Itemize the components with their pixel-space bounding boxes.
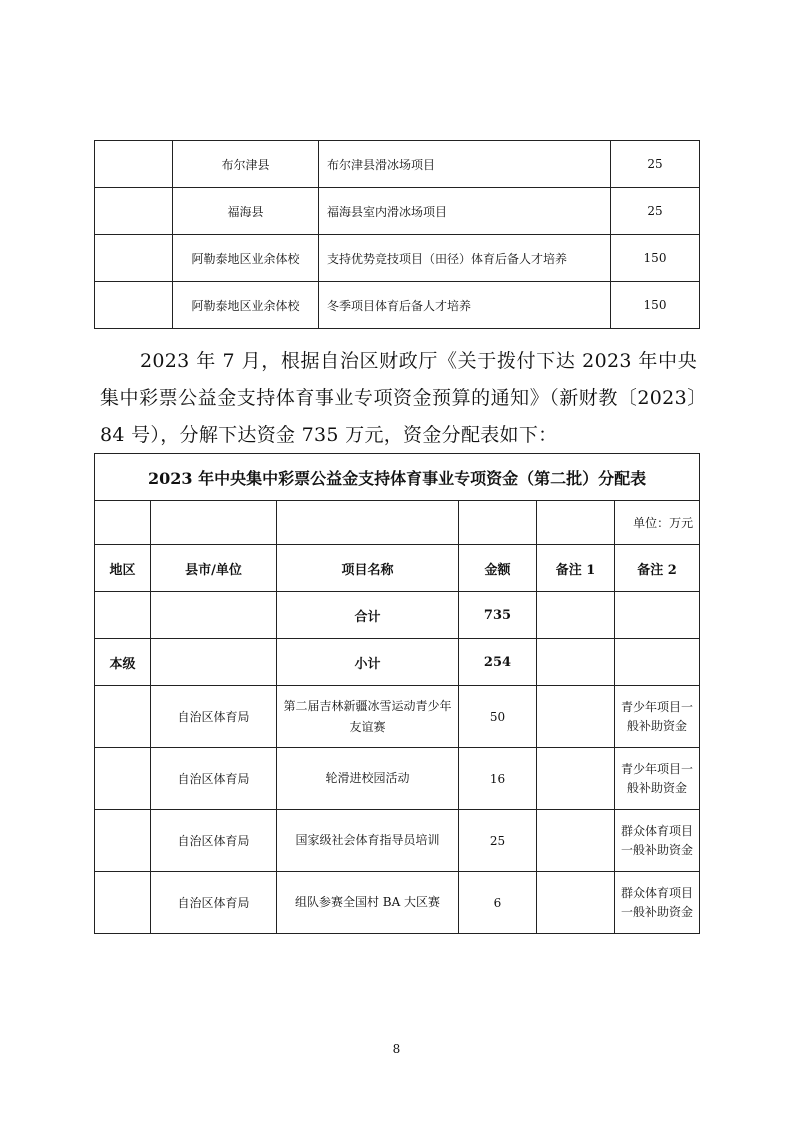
allocation-table-continued: [94, 140, 700, 329]
county-cell: 自治区体育局: [151, 872, 277, 934]
empty-cell: [615, 639, 700, 686]
empty-cell: [95, 592, 151, 639]
empty-cell: [537, 639, 615, 686]
amount-cell: 6: [459, 872, 537, 934]
subtotal-label: 小计: [277, 639, 459, 686]
project-cell: 轮滑进校园活动: [277, 748, 459, 810]
table-row: [95, 686, 700, 748]
table-row: [95, 282, 700, 329]
region-cell: [95, 141, 173, 188]
table-row: [95, 235, 700, 282]
table-row: [95, 141, 700, 188]
project-cell: 第二届吉林新疆冰雪运动青少年友谊赛: [277, 686, 459, 748]
empty-cell: [151, 639, 277, 686]
table-row: [95, 872, 700, 934]
project-cell: 布尔津县滑冰场项目: [319, 141, 611, 188]
total-label: 合计: [277, 592, 459, 639]
total-row: [95, 592, 700, 639]
note2-cell: 群众体育项目一般补助资金: [615, 810, 700, 872]
region-cell: [95, 748, 151, 810]
subtotal-row: [95, 639, 700, 686]
amount-cell: 50: [459, 686, 537, 748]
unit-row: [95, 501, 700, 545]
table-title: 2023 年中央集中彩票公益金支持体育事业专项资金（第二批）分配表: [95, 454, 700, 501]
region-cell: [95, 872, 151, 934]
note1-cell: [537, 810, 615, 872]
body-paragraph: 2023 年 7 月，根据自治区财政厅《关于拨付下达 2023 年中央集中彩票公益金支持体育事业专项资金预算的通知》（新财教〔2023〕84 号），分解下达资金 735 万元，资金分配表如下：: [100, 350, 697, 446]
amount-cell: 150: [611, 282, 700, 329]
amount-cell: 150: [611, 235, 700, 282]
header-region: 地区: [95, 545, 151, 592]
unit-label: 单位：万元: [615, 501, 700, 545]
title-row: [95, 454, 700, 501]
page-number: 8: [392, 1042, 401, 1056]
county-cell: 布尔津县: [173, 141, 319, 188]
empty-cell: [151, 592, 277, 639]
county-cell: 阿勒泰地区业余体校: [173, 235, 319, 282]
table-row: [95, 188, 700, 235]
county-cell: 自治区体育局: [151, 686, 277, 748]
subtotal-amount: 254: [459, 639, 537, 686]
county-cell: 福海县: [173, 188, 319, 235]
note2-cell: 青少年项目一般补助资金: [615, 748, 700, 810]
amount-cell: 16: [459, 748, 537, 810]
note1-cell: [537, 872, 615, 934]
county-cell: 自治区体育局: [151, 748, 277, 810]
project-cell: 组队参赛全国村 BA 大区赛: [277, 872, 459, 934]
project-cell: 冬季项目体育后备人才培养: [319, 282, 611, 329]
table-row: [95, 810, 700, 872]
county-cell: 自治区体育局: [151, 810, 277, 872]
empty-cell: [95, 501, 151, 545]
note2-cell: 群众体育项目一般补助资金: [615, 872, 700, 934]
amount-cell: 25: [611, 141, 700, 188]
project-cell: 国家级社会体育指导员培训: [277, 810, 459, 872]
note1-cell: [537, 748, 615, 810]
project-cell: 福海县室内滑冰场项目: [319, 188, 611, 235]
region-cell: [95, 235, 173, 282]
allocation-table: [94, 453, 700, 934]
region-cell: [95, 282, 173, 329]
header-amount: 金额: [459, 545, 537, 592]
empty-cell: [459, 501, 537, 545]
header-note2: 备注 2: [615, 545, 700, 592]
total-amount: 735: [459, 592, 537, 639]
project-cell: 支持优势竞技项目（田径）体育后备人才培养: [319, 235, 611, 282]
empty-cell: [537, 592, 615, 639]
subtotal-region: 本级: [95, 639, 151, 686]
region-cell: [95, 188, 173, 235]
empty-cell: [277, 501, 459, 545]
table-row: [95, 748, 700, 810]
empty-cell: [615, 592, 700, 639]
amount-cell: 25: [459, 810, 537, 872]
region-cell: [95, 686, 151, 748]
header-project: 项目名称: [277, 545, 459, 592]
header-note1: 备注 1: [537, 545, 615, 592]
header-row: [95, 545, 700, 592]
header-county: 县市/单位: [151, 545, 277, 592]
amount-cell: 25: [611, 188, 700, 235]
note1-cell: [537, 686, 615, 748]
empty-cell: [537, 501, 615, 545]
county-cell: 阿勒泰地区业余体校: [173, 282, 319, 329]
empty-cell: [151, 501, 277, 545]
region-cell: [95, 810, 151, 872]
note2-cell: 青少年项目一般补助资金: [615, 686, 700, 748]
